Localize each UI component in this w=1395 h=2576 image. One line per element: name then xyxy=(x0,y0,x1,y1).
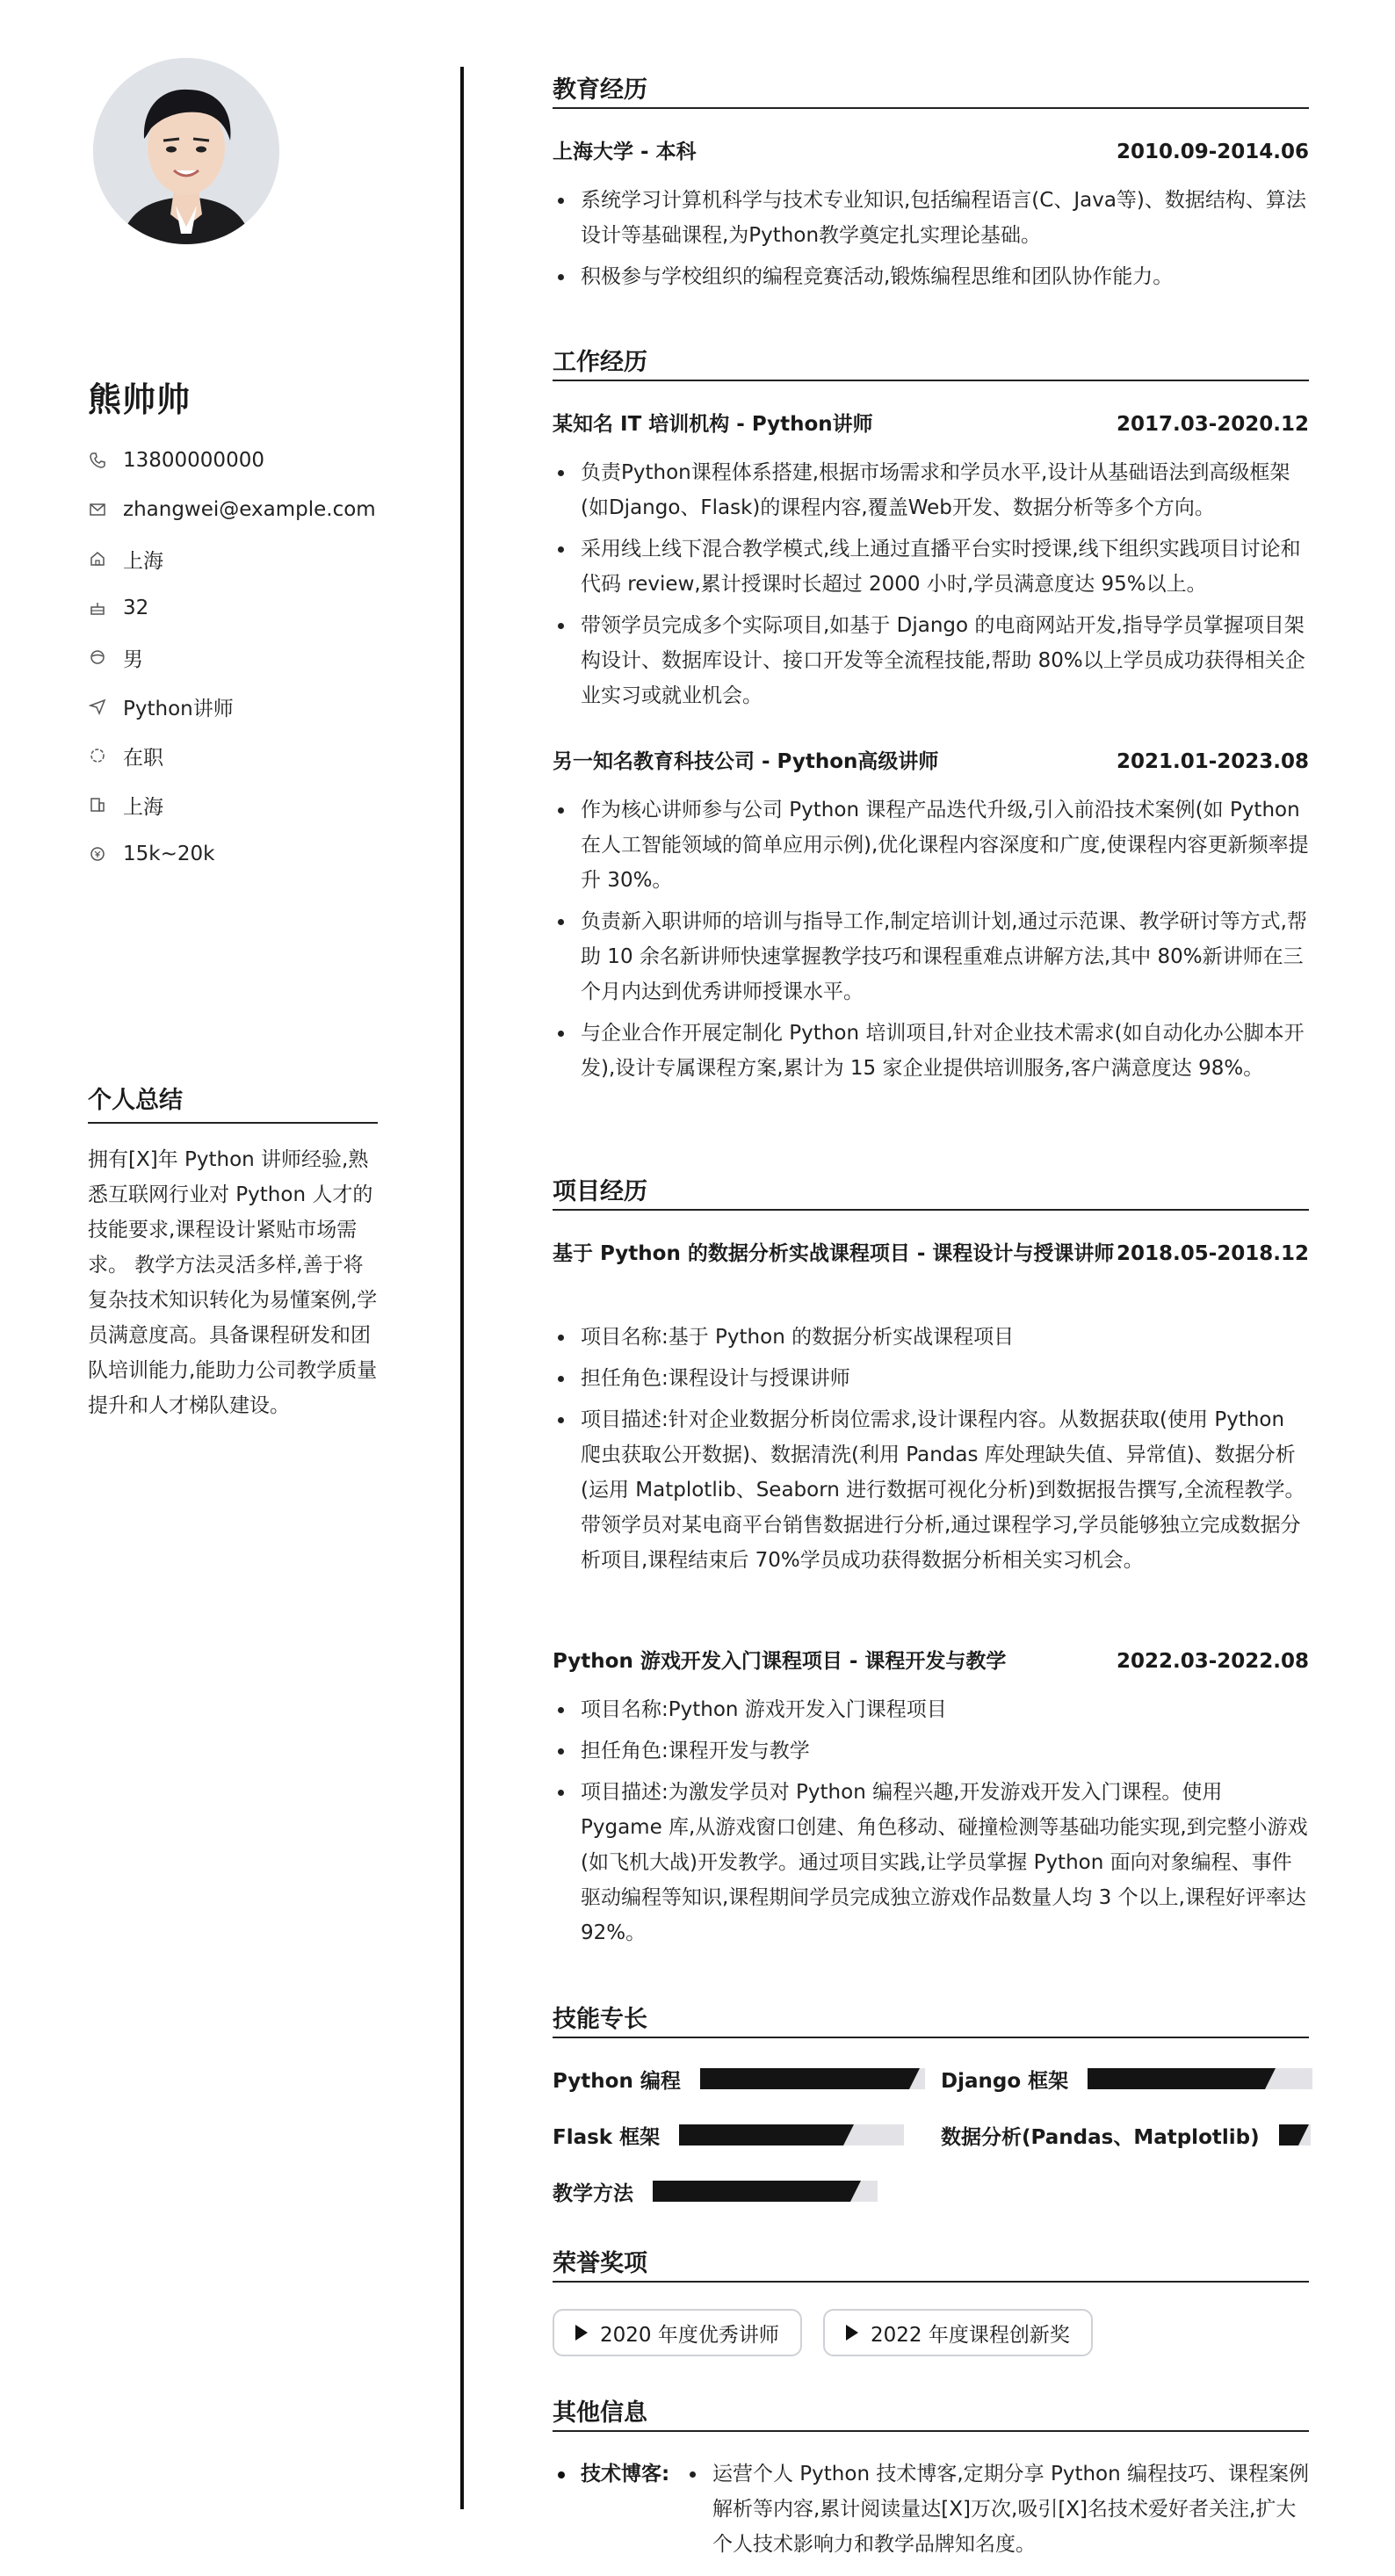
skill-bar-fill xyxy=(1088,2068,1265,2089)
skill-bar xyxy=(679,2124,904,2145)
other-bullets xyxy=(684,2457,1309,2568)
salary-icon xyxy=(88,844,107,864)
work-bullets xyxy=(553,792,1309,1092)
project-bullets xyxy=(553,1692,1309,1957)
section-projects xyxy=(553,1172,1309,1211)
home-icon xyxy=(88,549,107,568)
section-skills xyxy=(553,2000,1309,2038)
other-label: 技术博客: xyxy=(581,2463,670,2486)
education-entry-head xyxy=(553,135,1309,169)
skill-bar xyxy=(1279,2124,1311,2145)
bullet-item: 系统学习计算机科学与技术专业知识,包括编程语言(C、Java等)、数据结构、算法设计等基础课程,为Python教学奠定扎实理论基础。 xyxy=(553,183,1309,253)
skill-bar xyxy=(1088,2068,1312,2089)
contact-position xyxy=(88,689,234,724)
city-text: 上海 xyxy=(123,549,163,573)
skill-bar-fill xyxy=(1279,2124,1298,2145)
status-icon xyxy=(88,746,107,765)
skill-name: Flask 框架 xyxy=(553,2125,661,2149)
section-title: 工作经历 xyxy=(553,343,1309,381)
award-tag xyxy=(823,2309,1093,2356)
position-text: Python讲师 xyxy=(123,697,234,720)
age-text: 32 xyxy=(123,597,149,619)
skill-python xyxy=(553,2061,925,2096)
skill-django xyxy=(941,2061,1312,2096)
phone-text: 13800000000 xyxy=(123,449,264,472)
bullet-item: 项目描述:为激发学员对 Python 编程兴趣,开发游戏开发入门课程。使用 Pygame 库,从游戏窗口创建、角色移动、碰撞检测等基础功能实现,到完整小游戏(如飞机大战)开发教学。通过项目实践,让学员掌握 Python 面向对象编程、事件驱动编程等知识,课程期间学员完成独立游戏作品数量人均 3 个以上,课程好评率达 92%。 xyxy=(553,1775,1309,1950)
bullet-item: 项目描述:针对企业数据分析岗位需求,设计课程内容。从数据获取(使用 Python 爬虫获取公开数据)、数据清洗(利用 Pandas 库处理缺失值、异常值)、数据分析(运用 Matplotlib、Seaborn 进行数据可视化分析)到数据报告撰写,全流程教学。带领学员对某电商平台销售数据进行分析,通过课程学习,学员能够独立完成数据分析项目,课程结束后 70%学员成功获得数据分析相关实习机会。 xyxy=(553,1402,1309,1578)
project-entry-head xyxy=(553,1645,1309,1678)
section-title: 教育经历 xyxy=(553,70,1309,109)
skill-bar-fill xyxy=(700,2068,909,2089)
mail-icon xyxy=(88,500,107,519)
bullet-item: 担任角色:课程设计与授课讲师 xyxy=(553,1361,1309,1396)
contact-salary xyxy=(88,836,214,872)
send-icon xyxy=(88,697,107,716)
entry-title: 某知名 IT 培训机构 - Python讲师 xyxy=(553,413,873,436)
section-title: 其他信息 xyxy=(553,2393,1309,2432)
email-text: zhangwei@example.com xyxy=(123,498,376,521)
phone-icon xyxy=(88,451,107,470)
contact-email xyxy=(88,492,376,527)
cake-icon xyxy=(88,598,107,618)
section-other xyxy=(553,2393,1309,2432)
section-title: 项目经历 xyxy=(553,1172,1309,1211)
play-icon xyxy=(846,2325,858,2341)
target-city-text: 上海 xyxy=(123,795,163,819)
bullet-item: 运营个人 Python 技术博客,定期分享 Python 编程技巧、课程案例解析等内容,累计阅读量达[X]万次,吸引[X]名技术爱好者关注,扩大个人技术影响力和教学品牌知名度。 xyxy=(684,2457,1309,2562)
avatar xyxy=(93,58,279,244)
contact-status xyxy=(88,738,163,773)
work-bullets xyxy=(553,455,1309,720)
bullet-item: 负责新入职讲师的培训与指导工作,制定培训计划,通过示范课、教学研讨等方式,帮助 10 余名新讲师快速掌握教学技巧和课程重难点讲解方法,其中 80%新讲师在三个月内达到优秀讲师授课水平。 xyxy=(553,904,1309,1009)
skill-data-analysis xyxy=(941,2117,1311,2153)
education-bullets xyxy=(553,183,1309,300)
gender-icon xyxy=(88,648,107,667)
bullet-item: 项目名称:基于 Python 的数据分析实战课程项目 xyxy=(553,1320,1309,1355)
entry-title: Python 游戏开发入门课程项目 - 课程开发与教学 xyxy=(553,1650,1007,1673)
contact-gender xyxy=(88,640,143,675)
entry-title: 上海大学 - 本科 xyxy=(553,141,697,163)
entry-title: 基于 Python 的数据分析实战课程项目 - 课程设计与授课讲师 xyxy=(553,1242,1115,1265)
award-label: 2022 年度课程创新奖 xyxy=(871,2323,1070,2347)
skill-name: Python 编程 xyxy=(553,2069,681,2093)
candidate-name: 熊帅帅 xyxy=(88,380,192,419)
contact-target-city xyxy=(88,787,163,822)
bullet-item: 与企业合作开展定制化 Python 培训项目,针对企业技术需求(如自动化办公脚本开发),设计专属课程方案,累计为 15 家企业提供培训服务,客户满意度达 98%。 xyxy=(553,1016,1309,1086)
bullet-item: 负责Python课程体系搭建,根据市场需求和学员水平,设计从基础语法到高级框架(如Django、Flask)的课程内容,覆盖Web开发、数据分析等多个方向。 xyxy=(553,455,1309,525)
section-title: 技能专长 xyxy=(553,2000,1309,2038)
summary-title: 个人总结 xyxy=(88,1081,378,1124)
skill-bar xyxy=(653,2181,878,2202)
work-entry-head xyxy=(553,408,1309,441)
bullet-dot xyxy=(558,2471,565,2478)
skill-name: 教学方法 xyxy=(553,2182,633,2205)
award-tag xyxy=(553,2309,802,2356)
divider-line xyxy=(460,67,464,2509)
entry-date: 2017.03-2020.12 xyxy=(1116,413,1309,436)
skill-name: 数据分析(Pandas、Matplotlib) xyxy=(941,2125,1260,2149)
award-label: 2020 年度优秀讲师 xyxy=(600,2323,779,2347)
skill-bar-fill xyxy=(653,2181,850,2202)
entry-title: 另一知名教育科技公司 - Python高级讲师 xyxy=(553,750,939,773)
entry-date: 2018.05-2018.12 xyxy=(1116,1242,1309,1265)
bullet-item: 采用线上线下混合教学模式,线上通过直播平台实时授课,线下组织实践项目讨论和代码 review,累计授课时长超过 2000 小时,学员满意度达 95%以上。 xyxy=(553,532,1309,602)
bullet-item: 项目名称:Python 游戏开发入门课程项目 xyxy=(553,1692,1309,1727)
gender-text: 男 xyxy=(123,648,143,671)
skill-flask xyxy=(553,2117,904,2153)
entry-date: 2021.01-2023.08 xyxy=(1116,750,1309,773)
entry-date: 2010.09-2014.06 xyxy=(1116,141,1309,163)
project-bullets xyxy=(553,1320,1309,1584)
skill-bar xyxy=(700,2068,925,2089)
bullet-item: 积极参与学校组织的编程竞赛活动,锻炼编程思维和团队协作能力。 xyxy=(553,259,1309,294)
play-icon xyxy=(575,2325,588,2341)
bullet-item: 作为核心讲师参与公司 Python 课程产品迭代升级,引入前沿技术案例(如 Python 在人工智能领域的简单应用示例),优化课程内容深度和广度,使课程内容更新频率提升 30%。 xyxy=(553,792,1309,898)
section-title: 荣誉奖项 xyxy=(553,2244,1309,2283)
salary-text: 15k~20k xyxy=(123,843,215,865)
contact-age xyxy=(88,590,148,626)
work-entry-head xyxy=(553,745,1309,778)
entry-date: 2022.03-2022.08 xyxy=(1116,1650,1309,1673)
contact-phone xyxy=(88,443,264,478)
bullet-item: 带领学员完成多个实际项目,如基于 Django 的电商网站开发,指导学员掌握项目架构设计、数据库设计、接口开发等全流程技能,帮助 80%以上学员成功获得相关企业实习或就业机会。 xyxy=(553,608,1309,713)
status-text: 在职 xyxy=(123,746,163,770)
building-icon xyxy=(88,795,107,814)
contact-city xyxy=(88,541,163,576)
summary-text: 拥有[X]年 Python 讲师经验,熟悉互联网行业对 Python 人才的技能要求,课程设计紧贴市场需求。 教学方法灵活多样,善于将复杂技术知识转化为易懂案例,学员满意度高。具备课程研发和团队培训能力,能助力公司教学质量提升和人才梯队建设。 xyxy=(88,1148,378,1417)
bullet-item: 担任角色:课程开发与教学 xyxy=(553,1733,1309,1769)
section-awards xyxy=(553,2244,1309,2283)
project-entry-head xyxy=(553,1237,1309,1270)
skill-name: Django 框架 xyxy=(941,2069,1069,2093)
section-education xyxy=(553,70,1309,109)
section-work xyxy=(553,343,1309,381)
skill-bar-fill xyxy=(679,2124,843,2145)
skill-teaching xyxy=(553,2174,878,2209)
